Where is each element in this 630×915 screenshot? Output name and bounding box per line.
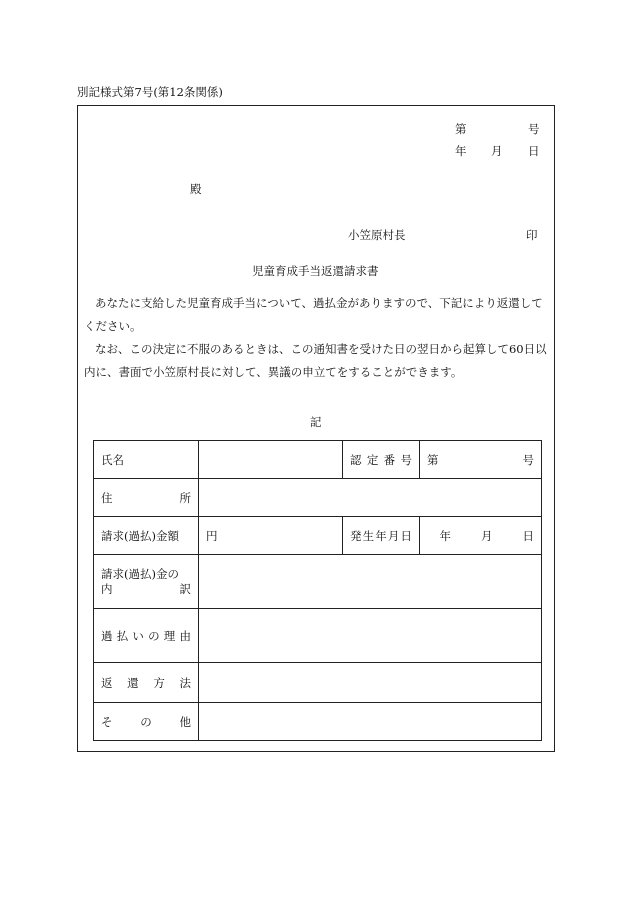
- amount-value-cell[interactable]: [199, 517, 343, 555]
- method-label-text: [101, 675, 191, 691]
- document-title: 児童育成手当返還請求書: [252, 264, 379, 278]
- breakdown-label-line1: 請求(過払)金の: [101, 566, 179, 581]
- method-label-cell: [94, 663, 199, 703]
- label-char: 法: [179, 675, 191, 690]
- label-char: 円: [206, 528, 218, 543]
- label-char: 方: [153, 675, 165, 690]
- label-char: 還: [127, 675, 139, 690]
- table-row: [94, 517, 542, 555]
- number-go: 号: [528, 122, 540, 136]
- label-char: の: [148, 628, 160, 643]
- occur-label-text: [350, 528, 412, 544]
- label-char: 理: [163, 628, 176, 643]
- breakdown-label-wake: 訳: [179, 581, 191, 596]
- date-month: 月: [491, 144, 503, 158]
- label-char: そ: [101, 714, 113, 729]
- label-char: 他: [179, 714, 191, 729]
- seal-mark: 印: [526, 228, 538, 242]
- label-char: 所: [179, 490, 191, 505]
- table-row: [94, 663, 542, 703]
- label-char: 日: [400, 528, 412, 543]
- table-row: [94, 555, 542, 609]
- name-label-text: [101, 452, 124, 468]
- label-char: い: [132, 628, 144, 643]
- reason-label-text-spread: [101, 628, 191, 644]
- cert-label-text: [350, 452, 412, 468]
- occur-value-cell[interactable]: [420, 517, 542, 555]
- label-char: 月: [387, 528, 400, 543]
- number-dai: 第: [455, 122, 467, 136]
- table-row: [94, 703, 542, 741]
- amount-label-text: 請求(過払)金額: [101, 528, 179, 543]
- reason-label-cell: [94, 609, 199, 663]
- occur-label-text-spread: [350, 528, 412, 544]
- label-char: 認: [350, 452, 362, 467]
- other-label-text: [101, 714, 191, 730]
- name-label-text-spread: [101, 452, 124, 468]
- other-label-cell: [94, 703, 199, 741]
- occur-day: 日: [522, 528, 534, 543]
- occur-label-cell: [343, 517, 420, 555]
- address-label-text: [101, 490, 191, 506]
- name-label-cell: [94, 441, 199, 479]
- cert-label-cell: [343, 441, 420, 479]
- method-label-text-spread: [101, 675, 191, 691]
- label-char: 名: [112, 452, 124, 467]
- cert-label-text-spread: [350, 452, 412, 468]
- reason-value-cell[interactable]: [199, 609, 542, 663]
- date-year: 年: [455, 144, 467, 158]
- table-row: [94, 479, 542, 517]
- label-char: 番: [383, 452, 396, 467]
- table-row: [94, 609, 542, 663]
- other-value-cell[interactable]: [199, 703, 542, 741]
- label-char: 払: [116, 628, 129, 643]
- label-char: 号: [400, 452, 412, 467]
- date-day: 日: [528, 144, 540, 158]
- cert-value-cell[interactable]: [420, 441, 542, 479]
- label-char: 返: [101, 675, 113, 690]
- label-char: の: [140, 714, 152, 729]
- amount-label-cell: [94, 517, 199, 555]
- address-label-text-spread: [101, 490, 191, 506]
- address-value-cell[interactable]: [199, 479, 542, 517]
- details-table: [93, 440, 542, 741]
- name-value-cell[interactable]: [199, 441, 343, 479]
- label-char: 生: [362, 528, 375, 543]
- label-char: 年: [375, 528, 387, 543]
- breakdown-label-uchi: 内: [101, 581, 113, 596]
- form-number: 別記様式第7号(第12条関係): [77, 85, 223, 99]
- occur-month: 月: [481, 528, 493, 543]
- breakdown-label-cell: [94, 555, 199, 609]
- table-row: [94, 441, 542, 479]
- ki-heading: 記: [310, 415, 322, 429]
- label-char: 氏: [101, 452, 113, 467]
- body-paragraph-2: なお、この決定に不服のあるときは、この通知書を受けた日の翌日から起算して60日以内に、書面で小笠原村長に対して、異議の申立てをすることができます。: [84, 342, 547, 379]
- cert-dai: 第: [427, 452, 439, 467]
- yen-unit-spread: [206, 528, 335, 544]
- addressee-suffix: 殿: [190, 182, 202, 196]
- label-char: 定: [366, 452, 379, 467]
- body-paragraph-1: あなたに支給した児童育成手当について、過払金がありますので、下記により返還してください。: [84, 296, 543, 333]
- address-label-cell: [94, 479, 199, 517]
- label-char: 過: [101, 628, 113, 643]
- other-label-text-spread: [101, 714, 191, 730]
- occur-year: 年: [439, 528, 451, 543]
- cert-go: 号: [522, 452, 534, 467]
- method-value-cell[interactable]: [199, 663, 542, 703]
- reason-label-text: [101, 628, 191, 644]
- issuer-name: 小笠原村長: [348, 228, 406, 242]
- label-char: 由: [179, 628, 191, 643]
- label-char: 住: [101, 490, 113, 505]
- breakdown-value-cell[interactable]: [199, 555, 542, 609]
- name-label: [101, 452, 191, 468]
- label-char: 発: [350, 528, 362, 543]
- yen-unit: [206, 528, 335, 544]
